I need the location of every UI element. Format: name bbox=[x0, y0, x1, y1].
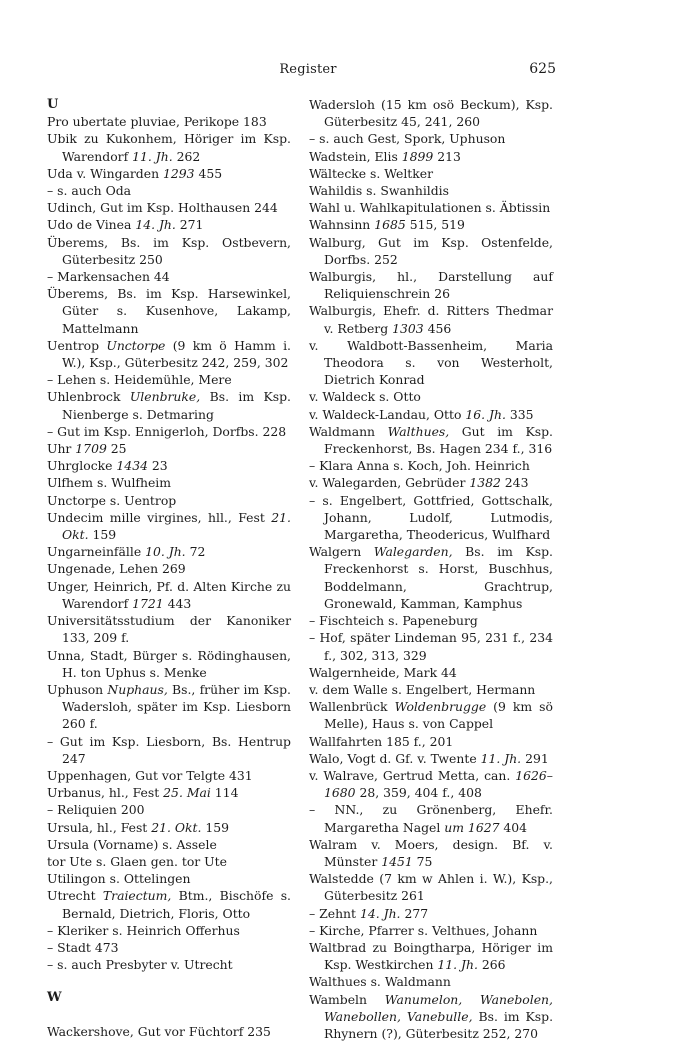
index-entry bbox=[47, 853, 291, 870]
entry-text: Waldmann bbox=[309, 423, 388, 439]
index-entry bbox=[47, 457, 291, 474]
index-entry bbox=[47, 801, 291, 818]
index-entry bbox=[47, 543, 291, 560]
index-entry bbox=[47, 371, 291, 388]
index-entry bbox=[309, 750, 553, 767]
index-entry bbox=[309, 406, 553, 423]
italic-text: Walegarden, bbox=[373, 544, 453, 560]
index-entry bbox=[47, 509, 291, 543]
index-entry bbox=[47, 388, 291, 422]
entry-text: 455 bbox=[194, 165, 223, 181]
entry-text: v. Waldeck s. Otto bbox=[309, 389, 421, 405]
entry-text: Ulfhem s. Wulfheim bbox=[47, 475, 172, 491]
entry-text: Unna, Stadt, Bürger s. Rödinghausen, H. ton Uphus s. Menke bbox=[47, 647, 291, 680]
entry-text: Wältecke s. Weltker bbox=[309, 165, 434, 181]
entry-text: Walburgis, Ehefr. d. Ritters Thedmar v. Retberg bbox=[309, 303, 553, 336]
entry-text: Uentrop bbox=[47, 337, 107, 353]
italic-text: 1451 bbox=[381, 853, 413, 869]
index-entry bbox=[47, 870, 291, 887]
italic-text: Woldenbrugge bbox=[394, 699, 487, 715]
entry-text: 159 bbox=[201, 819, 230, 835]
index-entry bbox=[47, 285, 291, 337]
entry-text: Uhrglocke bbox=[47, 458, 117, 474]
italic-text: 1303 bbox=[392, 320, 424, 336]
italic-text: 1382 bbox=[469, 475, 501, 491]
entry-text: 443 bbox=[163, 595, 192, 611]
entry-text: 515, 519 bbox=[405, 217, 465, 233]
index-entry bbox=[47, 234, 291, 268]
italic-text: 10. Jh. bbox=[145, 544, 186, 560]
entry-text: 114 bbox=[210, 785, 239, 801]
entry-text: Walo, Vogt d. Gf. v. Twente bbox=[309, 750, 481, 766]
index-entry bbox=[47, 836, 291, 853]
entry-text: Uppenhagen, Gut vor Telgte 431 bbox=[47, 767, 253, 783]
entry-text: 262 bbox=[172, 148, 201, 164]
entry-text: Udinch, Gut im Ksp. Holthausen 244 bbox=[47, 200, 278, 216]
index-entry bbox=[47, 733, 291, 767]
italic-text: 11. Jh. bbox=[480, 750, 522, 766]
entry-text: tor Ute s. Glaen gen. tor Ute bbox=[47, 853, 227, 869]
index-entry bbox=[309, 681, 553, 698]
index-entry bbox=[309, 629, 553, 663]
index-entry bbox=[309, 130, 553, 147]
entry-text: Ubik zu Kukonhem, Höriger im Ksp. Warendorf bbox=[47, 131, 291, 164]
italic-text: 1721 bbox=[132, 595, 164, 611]
index-entry bbox=[47, 492, 291, 509]
index-entry bbox=[47, 1023, 291, 1040]
index-entry bbox=[47, 939, 291, 956]
index-entry bbox=[309, 991, 553, 1043]
entry-text: Ursula, hl., Fest bbox=[47, 819, 152, 835]
index-entry bbox=[47, 767, 291, 784]
entry-text: 335 bbox=[505, 406, 534, 422]
index-entry bbox=[47, 819, 291, 836]
italic-text: 14. Jh. bbox=[135, 217, 176, 233]
entry-text: – NN., zu Grönenberg, Ehefr. Margaretha Nagel bbox=[309, 802, 553, 835]
entry-text: Wahnsinn bbox=[309, 217, 375, 233]
italic-text: 16. Jh. bbox=[465, 406, 506, 422]
index-entry bbox=[47, 887, 291, 921]
entry-text: Utrecht bbox=[47, 888, 103, 904]
entry-text: Wadstein, Elis bbox=[309, 148, 402, 164]
index-entry bbox=[47, 199, 291, 216]
entry-text: – s. auch Gest, Spork, Uphuson bbox=[309, 131, 506, 147]
italic-text: 1685 bbox=[374, 217, 406, 233]
entry-text: Walstedde (7 km w Ahlen i. W.), Ksp., Güterbesitz 261 bbox=[309, 871, 553, 904]
index-entry bbox=[47, 337, 291, 371]
index-entry bbox=[309, 492, 553, 544]
entry-text: v. Waldeck-Landau, Otto bbox=[309, 406, 466, 422]
entry-text: Waltbrad zu Boingtharpa, Höriger im Ksp. Westkirchen bbox=[309, 939, 553, 973]
entry-text: – Klara Anna s. Koch, Joh. Heinrich bbox=[309, 458, 530, 474]
entry-text: Uhr bbox=[47, 441, 76, 457]
index-entry bbox=[309, 836, 553, 870]
entry-text: Ungenade, Lehen 269 bbox=[47, 561, 186, 577]
entry-text: Pro ubertate pluviae, Perikope 183 bbox=[47, 114, 267, 130]
entry-text: – s. Engelbert, Gottfried, Gottschalk, Johann, Ludolf, Lutmodis, Margaretha, Theodericus, Wulfhard bbox=[309, 492, 553, 543]
index-entry bbox=[309, 922, 553, 939]
entry-text: Utilingon s. Ottelingen bbox=[47, 871, 191, 887]
entry-text: 291 bbox=[521, 750, 549, 766]
entry-text: v. Walrave, Gertrud Metta, can. bbox=[309, 767, 516, 783]
index-entry bbox=[309, 216, 553, 233]
entry-text: – s. auch Presbyter v. Utrecht bbox=[47, 957, 233, 973]
index-entry bbox=[309, 337, 553, 389]
italic-text: Ulenbruke, bbox=[129, 389, 201, 405]
entry-text: – Kleriker s. Heinrich Offerhus bbox=[47, 922, 240, 938]
entry-text: Bs. im Ksp. Nienberge s. Detmaring bbox=[62, 389, 291, 422]
index-entry bbox=[47, 268, 291, 285]
entry-text: (9 km ö Hamm i. W.), Ksp., Güterbesitz 242, 259, 302 bbox=[62, 337, 291, 371]
entry-text: Wadersloh (15 km osö Beckum), Ksp. Güterbesitz 45, 241, 260 bbox=[309, 97, 553, 130]
entry-text: Udo de Vinea bbox=[47, 217, 136, 233]
entry-text: Universitätsstudium der Kanoniker 133, 209 f. bbox=[47, 613, 291, 646]
entry-text: 266 bbox=[477, 957, 506, 973]
index-entry bbox=[309, 268, 553, 302]
italic-text: 14. Jh. bbox=[359, 905, 401, 921]
italic-text: Walthues, bbox=[387, 423, 450, 439]
entry-text: – Zehnt bbox=[309, 905, 360, 921]
section-letter: U bbox=[47, 97, 59, 112]
entry-text: – Stadt 473 bbox=[47, 939, 119, 955]
entry-text: Wahl u. Wahlkapitulationen s. Äbtissin bbox=[309, 200, 551, 216]
entry-text: – Kirche, Pfarrer s. Velthues, Johann bbox=[309, 922, 538, 938]
italic-text: 1899 bbox=[401, 148, 434, 164]
index-entry bbox=[47, 784, 291, 801]
index-entry bbox=[47, 474, 291, 491]
entry-text: 75 bbox=[412, 853, 433, 869]
index-entry bbox=[47, 216, 291, 233]
index-entry bbox=[309, 457, 553, 474]
entry-text: Wackershove, Gut vor Füchtorf 235 bbox=[47, 1023, 271, 1039]
entry-text: – s. auch Oda bbox=[47, 183, 132, 199]
index-entry bbox=[47, 560, 291, 577]
index-entry bbox=[309, 612, 553, 629]
italic-text: Wanumelon, Wanebolen, Wanebollen, Vanebulle, bbox=[324, 991, 553, 1024]
entry-text: Walgern bbox=[309, 544, 374, 560]
index-entry bbox=[47, 956, 291, 973]
entry-text: 23 bbox=[147, 458, 168, 474]
index-entry bbox=[309, 302, 553, 336]
index-entry bbox=[309, 733, 553, 750]
entry-text: v. dem Walle s. Engelbert, Hermann bbox=[309, 681, 536, 697]
index-entry bbox=[309, 182, 553, 199]
entry-text: 456 bbox=[423, 320, 452, 336]
entry-text: Bs., früher im Ksp. Wadersloh, später im Ksp. Liesborn 260 f. bbox=[62, 681, 291, 732]
index-entry bbox=[309, 801, 553, 835]
section-spacer bbox=[47, 1007, 291, 1023]
entry-text: – Lehen s. Heidemühle, Mere bbox=[47, 372, 232, 388]
entry-text: Uphuson bbox=[47, 681, 108, 697]
entry-text: Walgernheide, Mark 44 bbox=[309, 664, 457, 680]
index-entry bbox=[309, 905, 553, 922]
index-entry bbox=[47, 423, 291, 440]
entry-text: Bs. im Ksp. Freckenhorst s. Horst, Buschhus, Boddelmann, Grachtrup, Gronewald, Kamman, Kamphus bbox=[324, 544, 553, 611]
entry-text: – Gut im Ksp. Ennigerloh, Dorfbs. 228 bbox=[47, 423, 287, 439]
entry-text: 25 bbox=[106, 441, 127, 457]
italic-text: 1709 bbox=[75, 441, 107, 457]
italic-text: 1626–1680 bbox=[324, 767, 553, 801]
entry-text: Urbanus, hl., Fest bbox=[47, 785, 164, 801]
index-entry bbox=[47, 922, 291, 939]
index-entry bbox=[47, 182, 291, 199]
italic-text: 21. Okt. bbox=[62, 509, 291, 543]
entry-text: – Reliquien 200 bbox=[47, 802, 145, 818]
index-entry bbox=[309, 939, 553, 973]
entry-text: Unger, Heinrich, Pf. d. Alten Kirche zu Warendorf bbox=[47, 578, 291, 611]
italic-text: 11. Jh. bbox=[437, 957, 478, 973]
italic-text: Traiectum, bbox=[102, 888, 172, 904]
entry-text: Uhlenbrock bbox=[47, 389, 130, 405]
index-entry bbox=[309, 767, 553, 801]
index-entry bbox=[309, 96, 553, 130]
entry-text: Walburg, Gut im Ksp. Ostenfelde, Dorfbs. 252 bbox=[309, 234, 553, 267]
italic-text: 25. Mai bbox=[163, 785, 211, 801]
italic-text: 21. Okt. bbox=[151, 819, 202, 835]
italic-text: Nuphaus, bbox=[107, 681, 168, 697]
index-entry bbox=[309, 474, 553, 491]
index-entry bbox=[309, 165, 553, 182]
entry-text: v. Walegarden, Gebrüder bbox=[309, 475, 470, 491]
italic-text: 11. Jh. bbox=[132, 148, 173, 164]
entry-text: Btm., Bischöfe s. Bernald, Dietrich, Floris, Otto bbox=[62, 888, 291, 921]
page-number: 625 bbox=[529, 61, 556, 77]
left-column bbox=[47, 96, 291, 1040]
section-letter: W bbox=[47, 990, 62, 1006]
entry-text: Unctorpe s. Uentrop bbox=[47, 492, 177, 508]
right-column bbox=[309, 96, 553, 1042]
index-entry bbox=[309, 423, 553, 457]
entry-text: Walram v. Moers, design. Bf. v. Münster bbox=[309, 836, 553, 869]
italic-text: 1434 bbox=[116, 458, 148, 474]
entry-text: v. Waldbott-Bassenheim, Maria Theodora s. von Westerholt, Dietrich Konrad bbox=[309, 337, 553, 388]
index-entry bbox=[47, 578, 291, 612]
entry-text: 243 bbox=[500, 475, 529, 491]
entry-text: Wahildis s. Swanhildis bbox=[309, 183, 449, 199]
entry-text: Überems, Bs. im Ksp. Ostbevern, Güterbesitz 250 bbox=[47, 234, 291, 267]
index-entry bbox=[47, 130, 291, 164]
entry-text: Bs. im Ksp. Rhynern (?), Güterbesitz 252, 270 bbox=[324, 1008, 554, 1041]
index-entry bbox=[309, 973, 553, 990]
index-entry bbox=[309, 148, 553, 165]
entry-text: 271 bbox=[175, 217, 204, 233]
running-head bbox=[0, 62, 700, 82]
italic-text: 1293 bbox=[163, 165, 195, 181]
entry-text: 28, 359, 404 f., 408 bbox=[355, 785, 482, 801]
entry-text: Überems, Bs. im Ksp. Harsewinkel, Güter s. Kusenhove, Lakamp, Mattelmann bbox=[47, 286, 291, 336]
italic-text: um 1627 bbox=[444, 819, 500, 835]
entry-text: Ursula (Vorname) s. Assele bbox=[47, 836, 217, 852]
index-entry bbox=[47, 165, 291, 182]
entry-text: Uda v. Wingarden bbox=[47, 165, 163, 181]
index-entry bbox=[309, 234, 553, 268]
index-entry bbox=[47, 113, 291, 130]
entry-text: – Fischteich s. Papeneburg bbox=[309, 613, 478, 629]
index-entry bbox=[47, 647, 291, 681]
index-entry bbox=[309, 870, 553, 904]
entry-text: 277 bbox=[400, 905, 429, 921]
index-entry bbox=[47, 681, 291, 733]
entry-text: – Hof, später Lindeman 95, 231 f., 234 f., 302, 313, 329 bbox=[309, 630, 553, 663]
entry-text: Ungarneinfälle bbox=[47, 544, 146, 560]
index-entry bbox=[47, 440, 291, 457]
entry-text: Undecim mille virgines, hll., Fest bbox=[47, 509, 272, 525]
italic-text: Unctorpe bbox=[106, 337, 166, 353]
entry-text: 72 bbox=[185, 544, 206, 560]
index-entry bbox=[309, 199, 553, 216]
entry-text: (9 km sö Melle), Haus s. von Cappel bbox=[324, 699, 553, 732]
page-title: Register bbox=[279, 62, 337, 77]
entry-text: Wambeln bbox=[309, 991, 385, 1007]
entry-text: 159 bbox=[88, 527, 117, 543]
entry-text: Wallenbrück bbox=[309, 699, 395, 715]
entry-text: 404 bbox=[499, 819, 528, 835]
section-spacer bbox=[47, 973, 291, 989]
index-entry bbox=[309, 543, 553, 612]
index-entry bbox=[47, 612, 291, 646]
entry-text: Walthues s. Waldmann bbox=[309, 974, 451, 990]
entry-text: Gut im Ksp. Freckenhorst, Bs. Hagen 234 f., 316 bbox=[324, 423, 553, 457]
entry-text: – Markensachen 44 bbox=[47, 269, 170, 285]
entry-text: Wallfahrten 185 f., 201 bbox=[309, 733, 454, 749]
entry-text: Walburgis, hl., Darstellung auf Reliquienschrein 26 bbox=[309, 269, 553, 302]
entry-text: 213 bbox=[433, 148, 461, 164]
index-entry bbox=[309, 664, 553, 681]
index-entry bbox=[309, 698, 553, 732]
entry-text: – Gut im Ksp. Liesborn, Bs. Hentrup 247 bbox=[47, 733, 291, 766]
index-entry bbox=[309, 388, 553, 405]
